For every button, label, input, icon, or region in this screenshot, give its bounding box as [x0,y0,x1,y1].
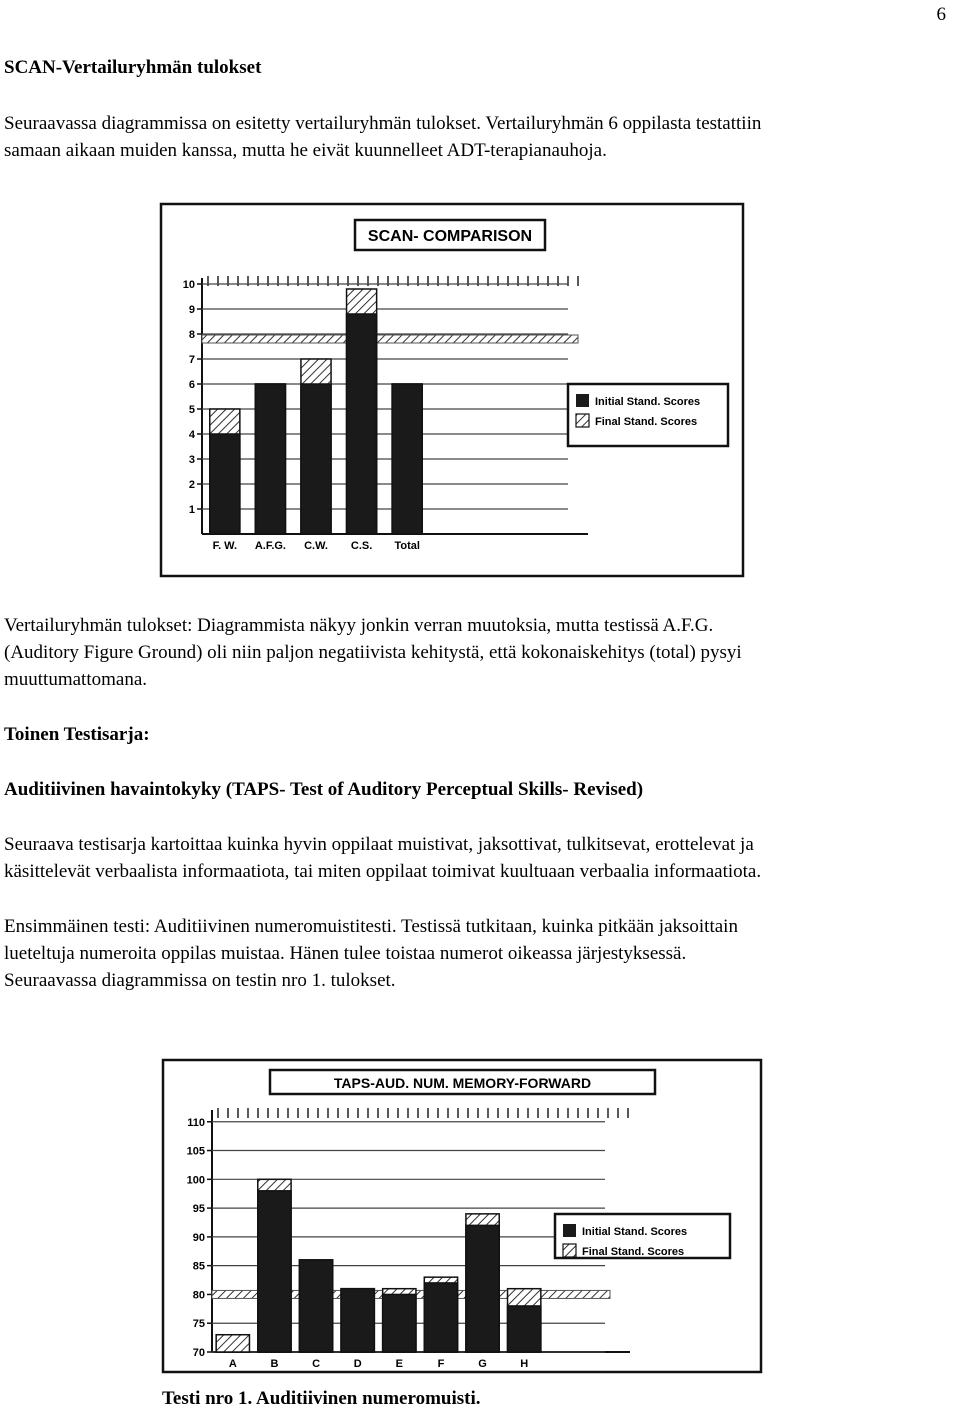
scan-comparison-chart [158,188,748,583]
taps-para2-line-3: Seuraavassa diagrammissa on testin nro 1. tulokset. [4,970,396,991]
y-tick-label: 85 [192,1260,205,1273]
x-tick-label: E [395,1358,403,1370]
bar-initial [341,1289,374,1352]
x-tick-label: C.W. [304,540,328,552]
bar-initial [466,1225,499,1352]
taps-chart-svg [160,1050,765,1380]
results-paragraph [4,612,954,693]
x-tick-label: A.F.G. [254,540,286,552]
taps-memory-chart [160,1050,765,1380]
y-tick-label: 3 [188,454,195,466]
y-tick-label: 8 [188,329,195,341]
y-tick-label: 1 [188,504,195,516]
chart-title: TAPS-AUD. NUM. MEMORY-FORWARD [333,1075,592,1091]
results-line-2: (Auditory Figure Ground) oli niin paljon negatiivista kehitystä, että kokonaiskehitys (total) pysyi [4,642,742,663]
y-tick-label: 2 [188,479,195,491]
y-tick-label: 6 [188,379,195,391]
taps-paragraph-2 [4,913,954,994]
legend-swatch-final [576,414,589,427]
bar-initial [424,1283,457,1352]
taps-para1-line-1: Seuraava testisarja kartoittaa kuinka hyvin oppilaat muistivat, jaksottivat, tulkitsevat, erottelevat ja [4,834,754,855]
legend-label-final: Final Stand. Scores [582,1246,685,1258]
bar-initial [347,314,377,534]
x-tick-label: B [270,1358,279,1370]
taps-paragraph-1 [4,831,954,885]
y-tick-label: 110 [187,1116,205,1129]
intro-line-2: samaan aikaan muiden kanssa, mutta he eivät kuunnelleet ADT-terapianauhoja. [4,140,607,161]
y-tick-label: 4 [188,429,195,441]
bar-initial [299,1260,332,1352]
y-tick-label: 10 [182,279,195,291]
chart-title: SCAN- COMPARISON [367,228,533,245]
x-tick-label: C [312,1358,321,1370]
y-tick-label: 100 [186,1174,205,1187]
y-tick-label: 95 [192,1203,205,1216]
y-tick-label: 7 [188,354,195,366]
y-tick-label: 75 [192,1318,205,1331]
x-tick-label: D [353,1358,362,1370]
x-tick-label: Total [394,540,420,552]
x-tick-label: C.S. [350,540,373,552]
legend-label-initial: Initial Stand. Scores [595,396,701,408]
results-line-1: Vertailuryhmän tulokset: Diagrammista näkyy jonkin verran muutoksia, mutta testissä A.F.G. [4,615,714,636]
intro-line-1: Seuraavassa diagrammissa on esitetty vertailuryhmän tulokset. Vertailuryhmän 6 oppilasta testattiin [4,113,762,134]
bar-initial [258,1191,291,1352]
legend-swatch-initial [563,1224,576,1237]
y-tick-label: 105 [186,1145,205,1158]
results-line-3: muuttumattomana. [4,669,148,690]
x-tick-label: F. W. [212,540,238,552]
y-tick-label: 5 [188,404,195,416]
x-tick-label: G [478,1358,487,1370]
y-tick-label: 9 [188,304,195,316]
x-tick-label: F [437,1358,445,1370]
y-tick-label: 70 [192,1347,205,1359]
legend-swatch-initial [576,394,589,407]
figure-caption: Testi nro 1. Auditiivinen numeromuisti. [162,1388,481,1409]
x-tick-label: H [520,1358,529,1370]
bar-initial [210,434,240,534]
bar-initial [301,384,331,534]
y-tick-label: 90 [192,1231,205,1244]
section-heading-scan: SCAN-Vertailuryhmän tulokset [4,57,262,78]
taps-para2-line-2: lueteltuja numeroita oppilas muistaa. Hänen tulee toistaa numerot oikeassa järjestyksessä. [4,943,687,964]
bar-initial [255,384,285,534]
legend-box [568,384,728,446]
reference-line [202,335,578,343]
bar-initial [383,1294,416,1352]
y-tick-label: 80 [192,1289,205,1302]
scan-chart-svg [158,188,748,583]
legend-label-final: Final Stand. Scores [595,416,698,428]
legend-label-initial: Initial Stand. Scores [582,1226,688,1238]
taps-para1-line-2: käsittelevät verbaalista informaatiota, tai miten oppilaat toimivat kuultuaan verbaalia informaatiota. [4,861,762,882]
section-heading-second-series: Toinen Testisarja: [4,724,150,745]
taps-para2-line-1: Ensimmäinen testi: Auditiivinen numeromuistitesti. Testissä tutkitaan, kuinka pitkään jaksoittain [4,916,738,937]
intro-paragraph [4,110,954,164]
bar-initial [392,384,422,534]
bar-initial [508,1306,541,1352]
x-tick-label: A [228,1358,237,1370]
taps-subheading: Auditiivinen havaintokyky (TAPS- Test of Auditory Perceptual Skills- Revised) [4,779,644,800]
bar-final [216,1335,249,1352]
page-number: 6 [936,4,946,25]
legend-swatch-final [563,1244,576,1257]
